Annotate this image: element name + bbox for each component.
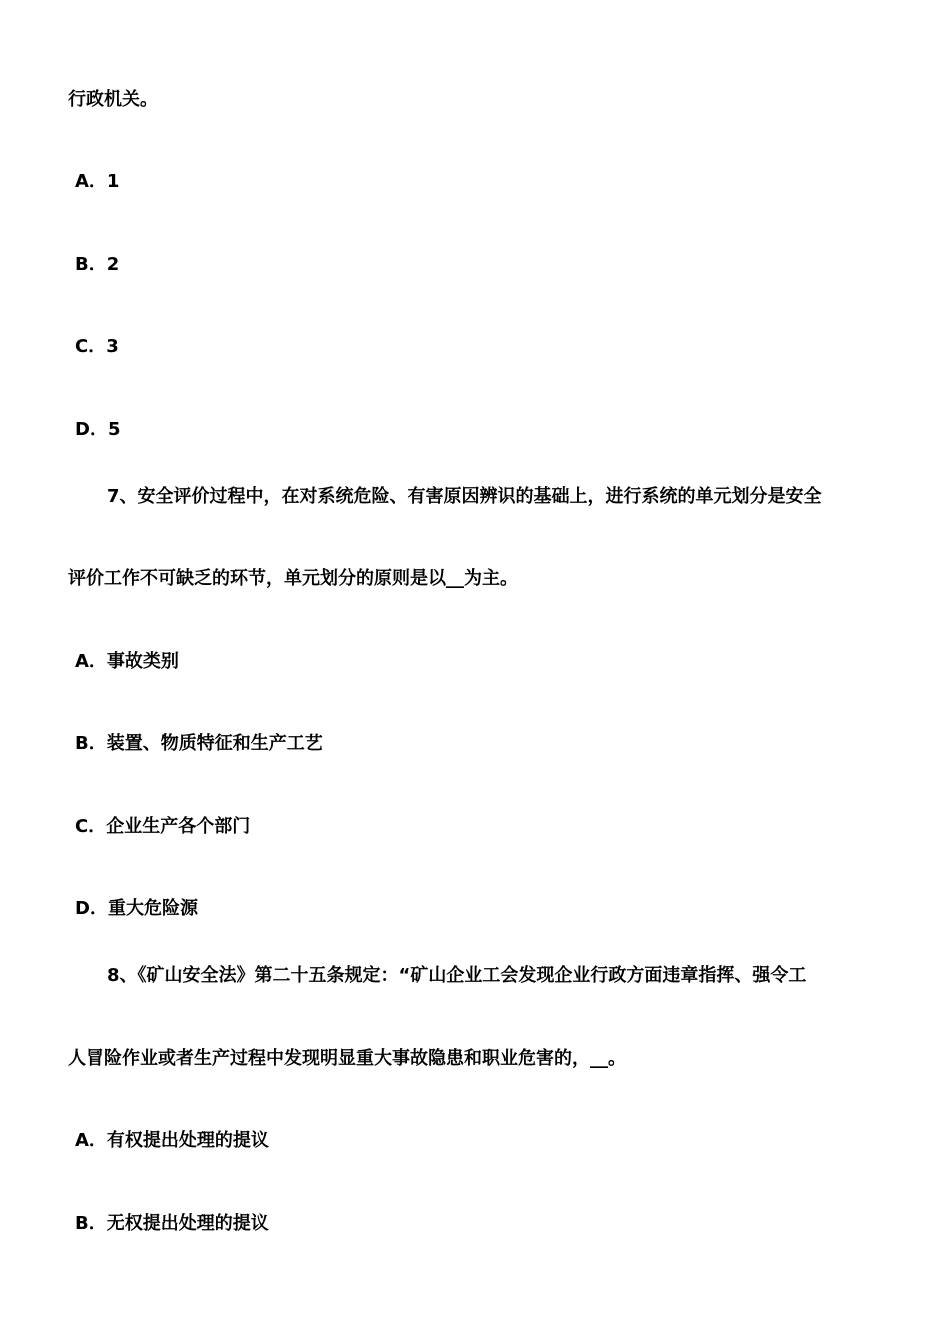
q7-option-b: B．装置、物质特征和生产工艺 — [75, 733, 323, 754]
question-6-text-tail: 行政机关。 — [68, 89, 158, 110]
q6-option-c: C．3 — [75, 336, 119, 357]
question-8-line-2: 人冒险作业或者生产过程中发现明显重大事故隐患和职业危害的，__。 — [68, 1048, 626, 1069]
q6-option-d: D．5 — [75, 419, 121, 440]
q6-option-a: A．1 — [75, 171, 120, 192]
q8-option-a: A．有权提出处理的提议 — [75, 1130, 269, 1151]
q7-option-d: D．重大危险源 — [75, 898, 198, 919]
q8-option-b: B．无权提出处理的提议 — [75, 1213, 269, 1234]
q7-option-a: A．事故类别 — [75, 651, 179, 672]
question-7-line-2: 评价工作不可缺乏的环节，单元划分的原则是以__为主。 — [68, 568, 518, 589]
question-8-line-1: 8、《矿山安全法》第二十五条规定：“矿山企业工会发现企业行政方面违章指挥、强令工 — [107, 965, 807, 986]
q7-option-c: C．企业生产各个部门 — [75, 816, 251, 837]
q6-option-b: B．2 — [75, 254, 120, 275]
question-7-line-1: 7、安全评价过程中，在对系统危险、有害原因辨识的基础上，进行系统的单元划分是安全 — [107, 486, 822, 507]
